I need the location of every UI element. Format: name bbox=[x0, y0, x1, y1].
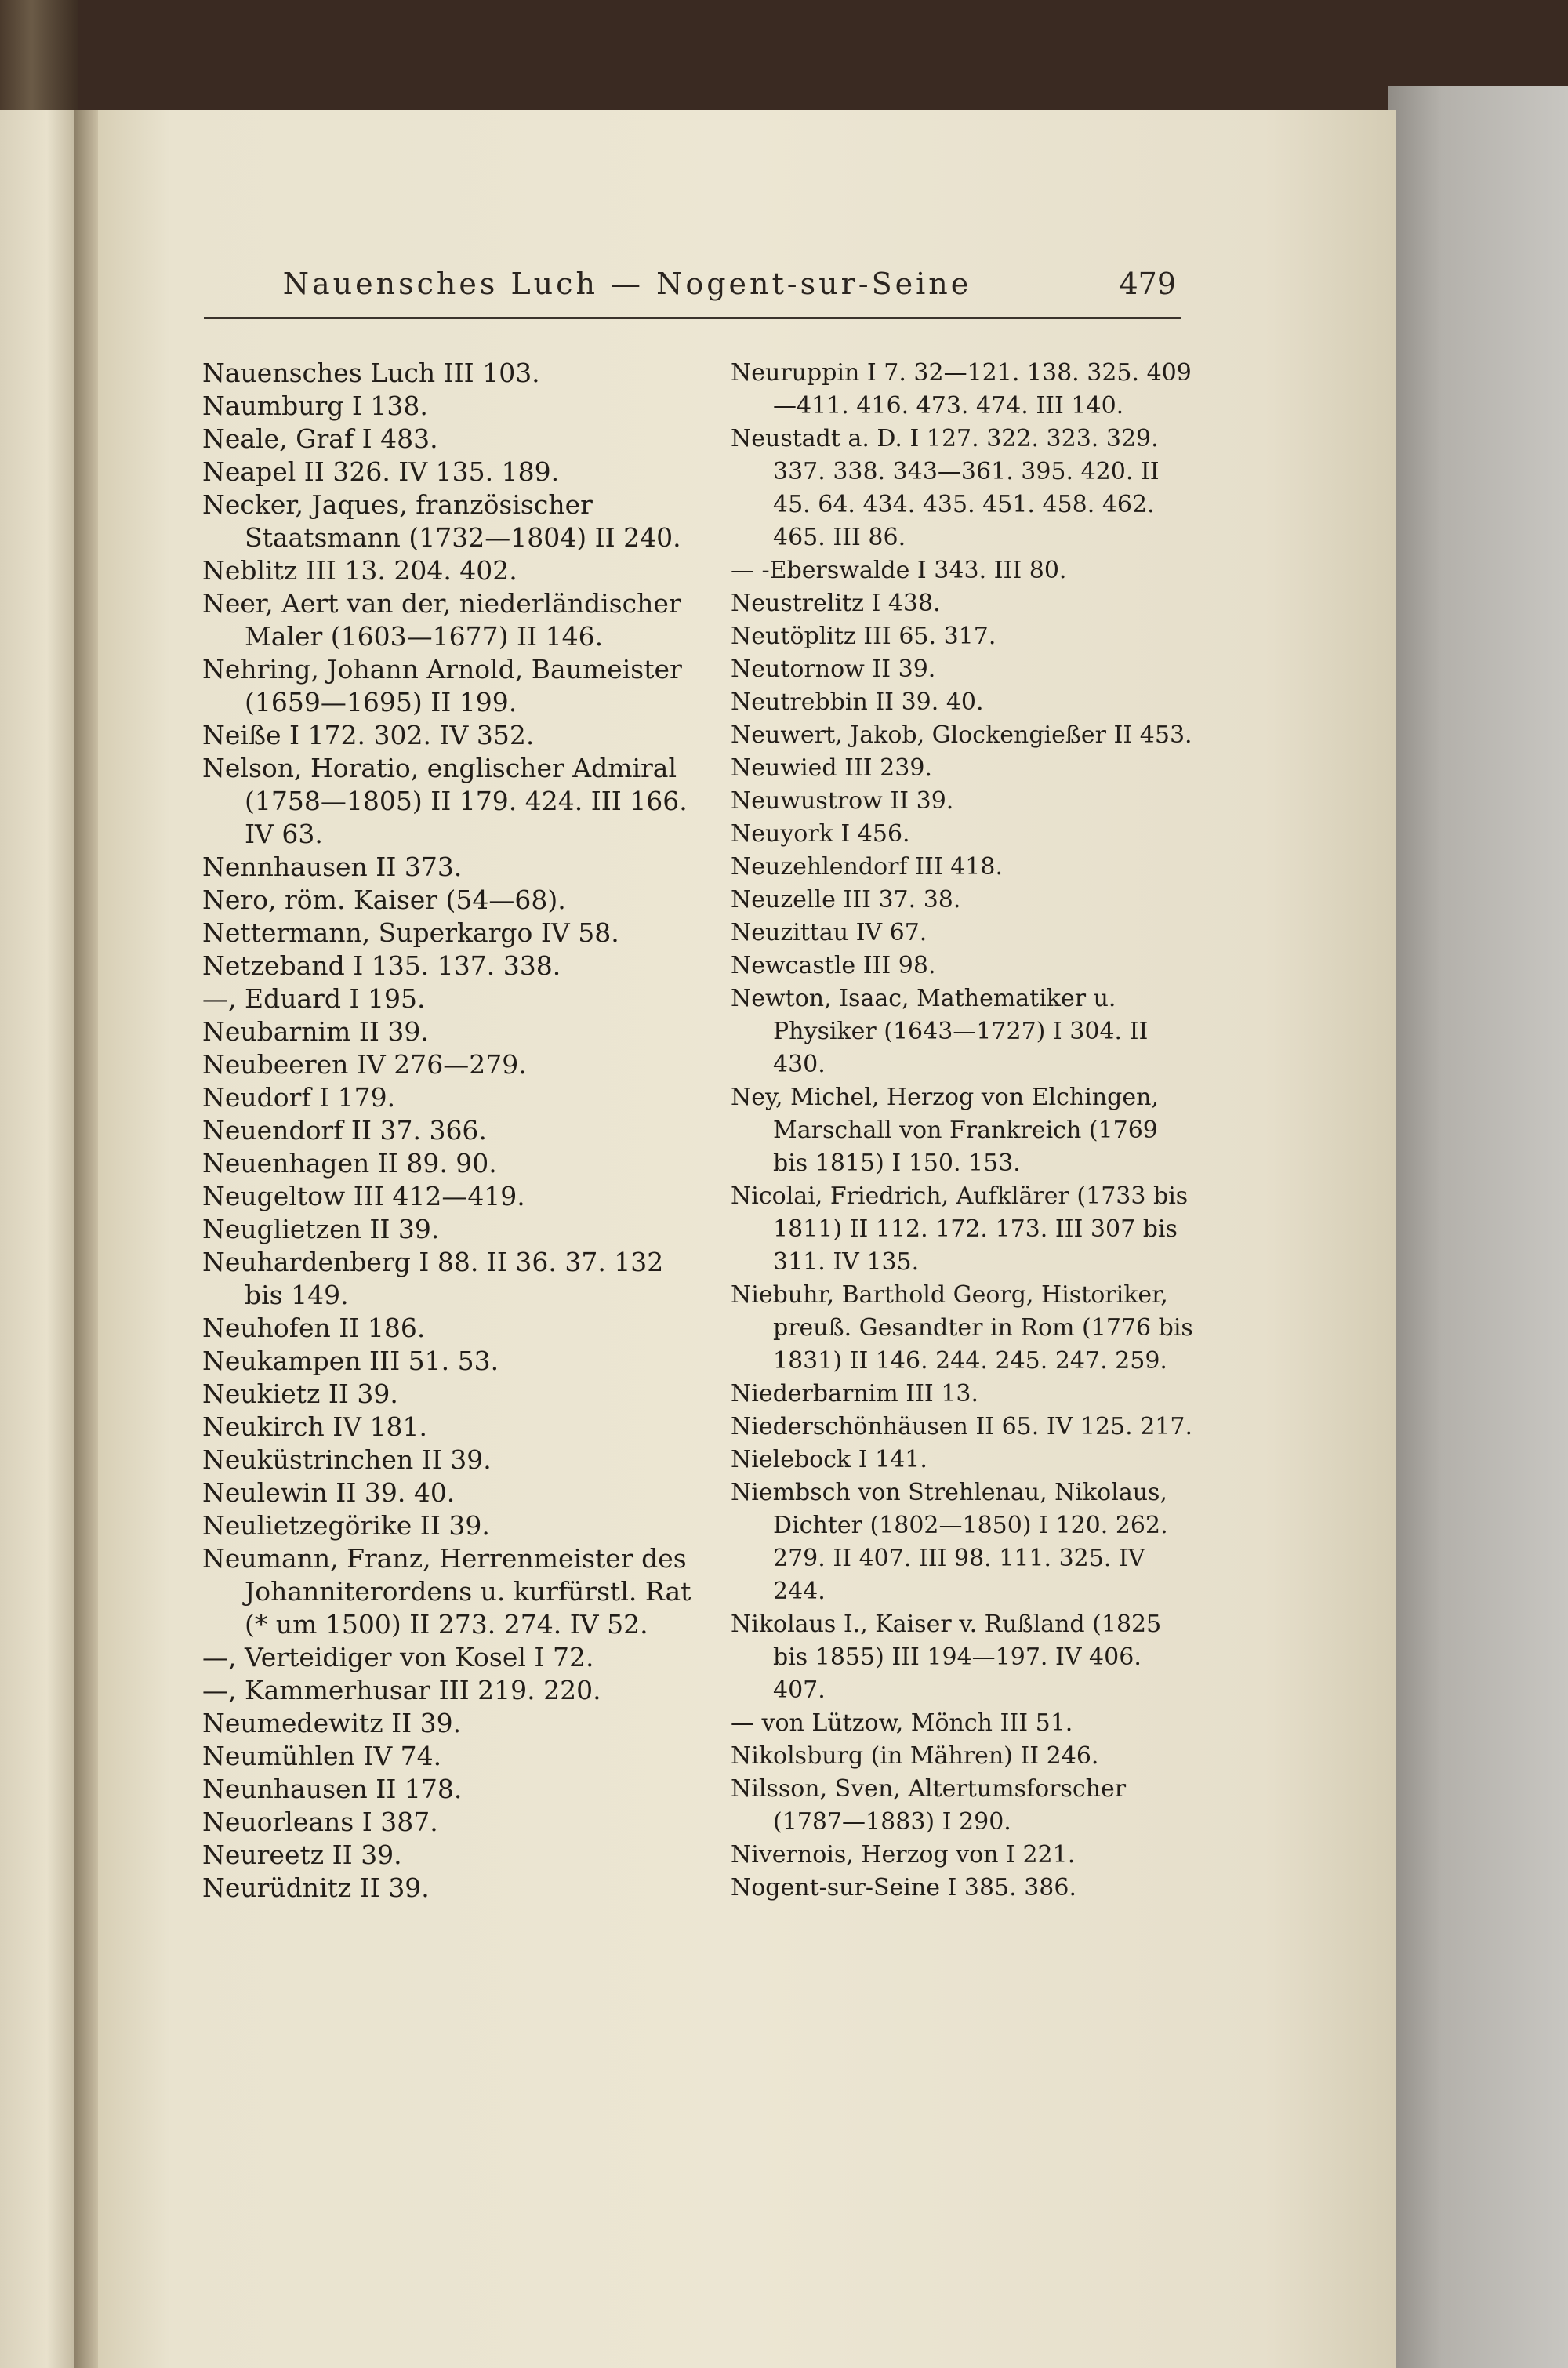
index-entry: — von Lützow, Mönch III 51. bbox=[731, 1709, 1073, 1737]
index-entry: Neuenhagen II 89. 90. bbox=[202, 1148, 497, 1179]
index-entry: Nelson, Horatio, englischer Admiral (1758—1805) II 179. 424. III 166. IV 63. bbox=[202, 753, 688, 849]
index-entry: Neunhausen II 178. bbox=[202, 1774, 463, 1804]
index-entry: Neuhardenberg I 88. II 36. 37. 132 bis 149. bbox=[202, 1247, 664, 1310]
index-entry: Neuendorf II 37. 366. bbox=[202, 1115, 487, 1146]
index-entry: Neukirch IV 181. bbox=[202, 1411, 428, 1442]
index-entry: Necker, Jaques, französischer Staatsmann (1732—1804) II 240. bbox=[202, 489, 681, 553]
index-entry: Nicolai, Friedrich, Aufklärer (1733 bis 1811) II 112. 172. 173. III 307 bis 311. IV 135. bbox=[731, 1182, 1189, 1276]
index-entry: Neureetz II 39. bbox=[202, 1840, 402, 1870]
index-entry: Nogent-sur-Seine I 385. 386. bbox=[731, 1874, 1077, 1901]
index-entry: Neuglietzen II 39. bbox=[202, 1214, 440, 1244]
index-entry: Nauensches Luch III 103. bbox=[202, 358, 540, 388]
index-entry: Nielebock I 141. bbox=[731, 1446, 927, 1473]
index-entry: Nikolaus I., Kaiser v. Rußland (1825 bis 1855) III 194—197. IV 406. 407. bbox=[731, 1611, 1162, 1704]
index-entry: Niederbarnim III 13. bbox=[731, 1380, 979, 1407]
index-entry: Nilsson, Sven, Altertumsforscher (1787—1883) I 290. bbox=[731, 1775, 1127, 1836]
index-entry: Niembsch von Strehlenau, Nikolaus, Dichter (1802—1850) I 120. 262. 279. II 407. III 98. 111. 325. IV 244. bbox=[731, 1479, 1168, 1605]
header-rule bbox=[204, 317, 1181, 319]
index-entry: Neudorf I 179. bbox=[202, 1082, 396, 1113]
previous-page-edge bbox=[0, 110, 78, 2368]
index-entry: Neuzittau IV 67. bbox=[731, 919, 927, 946]
index-column-right bbox=[731, 357, 1193, 1905]
index-entry: Neuküstrinchen II 39. bbox=[202, 1444, 492, 1475]
index-entry: Neumann, Franz, Herrenmeister des Johanniterordens u. kurfürstl. Rat (* um 1500) II 273. 274. IV 52. bbox=[202, 1543, 691, 1640]
index-entry: Neale, Graf I 483. bbox=[202, 423, 438, 454]
index-entry: Neumedewitz II 39. bbox=[202, 1708, 462, 1738]
index-entry: Neustadt a. D. I 127. 322. 323. 329. 337. 338. 343—361. 395. 420. II 45. 64. 434. 435. 451. 458. 462. 465. III 86. bbox=[731, 425, 1160, 551]
index-entry: Neumühlen IV 74. bbox=[202, 1741, 442, 1771]
index-entry: Nero, röm. Kaiser (54—68). bbox=[202, 884, 566, 915]
index-entry: Neuhofen II 186. bbox=[202, 1313, 426, 1343]
index-entry: Neurüdnitz II 39. bbox=[202, 1872, 430, 1903]
index-entry: Neuwied III 239. bbox=[731, 754, 932, 782]
index-entry: —, Kammerhusar III 219. 220. bbox=[202, 1675, 601, 1705]
running-header bbox=[204, 267, 1176, 321]
index-entry: Neuruppin I 7. 32—121. 138. 325. 409—411. 416. 473. 474. III 140. bbox=[731, 359, 1192, 419]
index-entry: Nehring, Johann Arnold, Baumeister (1659—1695) II 199. bbox=[202, 654, 682, 717]
index-entry: Neblitz III 13. 204. 402. bbox=[202, 555, 517, 586]
index-entry: Nivernois, Herzog von I 221. bbox=[731, 1841, 1076, 1869]
index-entry: Neiße I 172. 302. IV 352. bbox=[202, 720, 535, 750]
index-entry: Neulietzegörike II 39. bbox=[202, 1510, 490, 1541]
index-entry: Newcastle III 98. bbox=[731, 952, 936, 979]
index-entry: Ney, Michel, Herzog von Elchingen, Marschall von Frankreich (1769 bis 1815) I 150. 153. bbox=[731, 1084, 1159, 1177]
index-entry: Neer, Aert van der, niederländischer Maler (1603—1677) II 146. bbox=[202, 588, 681, 652]
index-entry: Neuwert, Jakob, Glockengießer II 453. bbox=[731, 721, 1192, 749]
index-entry: Naumburg I 138. bbox=[202, 390, 428, 421]
index-entry: Neuzehlendorf III 418. bbox=[731, 853, 1004, 881]
index-entry: Neustrelitz I 438. bbox=[731, 590, 941, 617]
index-entry: Neutöplitz III 65. 317. bbox=[731, 623, 996, 650]
index-entry: Neukietz II 39. bbox=[202, 1378, 398, 1409]
page-number: 479 bbox=[1119, 267, 1176, 301]
index-entry: —, Verteidiger von Kosel I 72. bbox=[202, 1642, 594, 1672]
page-gutter bbox=[74, 110, 98, 2368]
index-entry: —, Eduard I 195. bbox=[202, 983, 426, 1014]
index-entry: Neubeeren IV 276—279. bbox=[202, 1049, 527, 1080]
index-entry: Neukampen III 51. 53. bbox=[202, 1346, 499, 1376]
index-entry: Nettermann, Superkargo IV 58. bbox=[202, 917, 619, 948]
index-entry: Neuwustrow II 39. bbox=[731, 787, 954, 815]
index-entry: Newton, Isaac, Mathematiker u. Physiker (1643—1727) I 304. II 430. bbox=[731, 985, 1149, 1078]
index-entry: Neutornow II 39. bbox=[731, 656, 936, 683]
index-entry: — -Eberswalde I 343. III 80. bbox=[731, 557, 1067, 584]
index-entry: Neutrebbin II 39. 40. bbox=[731, 688, 984, 716]
index-entry: Netzeband I 135. 137. 338. bbox=[202, 950, 561, 981]
index-entry: Nennhausen II 373. bbox=[202, 852, 463, 882]
index-entry: Neubarnim II 39. bbox=[202, 1016, 429, 1047]
index-entry: Niebuhr, Barthold Georg, Historiker, preuß. Gesandter in Rom (1776 bis 1831) II 146. 244. 245. 247. 259. bbox=[731, 1281, 1193, 1375]
index-entry: Niederschönhäusen II 65. IV 125. 217. bbox=[731, 1413, 1192, 1440]
index-column-left bbox=[202, 357, 704, 1905]
index-entry: Nikolsburg (in Mähren) II 246. bbox=[731, 1742, 1099, 1770]
index-entry: Neuorleans I 387. bbox=[202, 1807, 438, 1837]
book-cover-edge bbox=[1388, 86, 1568, 2368]
index-entry: Neuzelle III 37. 38. bbox=[731, 886, 961, 913]
index-entry: Neulewin II 39. 40. bbox=[202, 1477, 456, 1508]
index-entry: Neapel II 326. IV 135. 189. bbox=[202, 456, 560, 487]
index-entry: Neugeltow III 412—419. bbox=[202, 1181, 525, 1211]
running-head-title: Nauensches Luch — Nogent-sur-Seine bbox=[282, 267, 972, 301]
index-entry: Neuyork I 456. bbox=[731, 820, 910, 848]
